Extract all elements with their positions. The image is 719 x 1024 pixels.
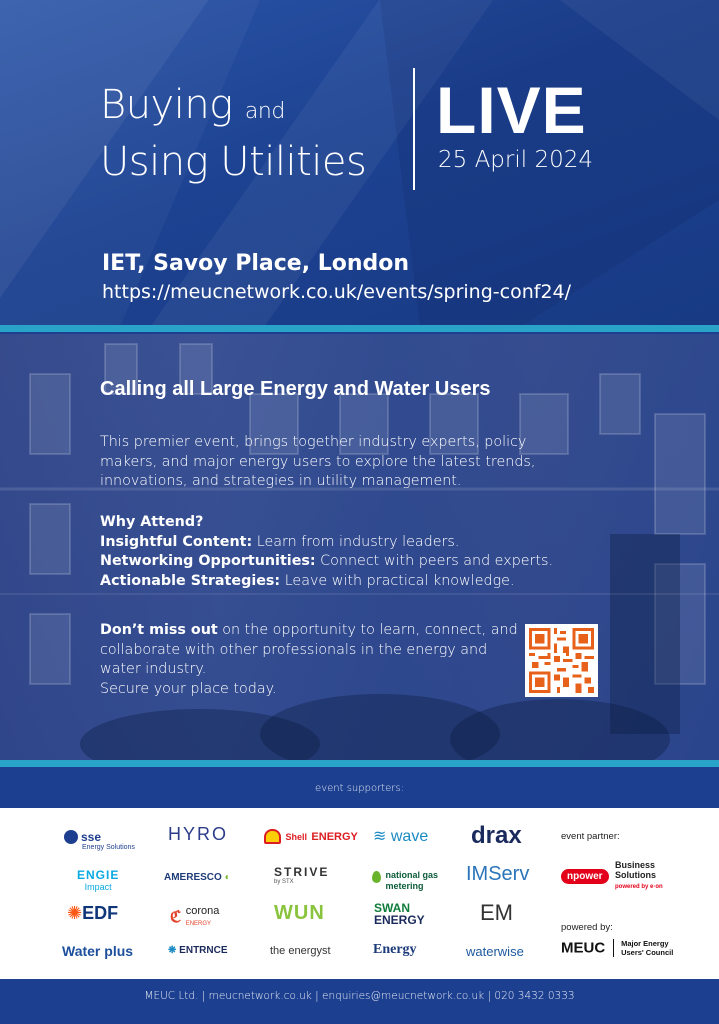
event-title bbox=[100, 80, 400, 187]
qr-code[interactable] bbox=[525, 624, 598, 697]
meuc-text: MEUC bbox=[561, 939, 606, 957]
title-line1: Buying bbox=[100, 82, 233, 128]
cta-last: Secure your place today. bbox=[100, 680, 277, 697]
drax-logo: drax bbox=[471, 822, 522, 849]
bottom-stripe bbox=[0, 760, 719, 767]
water-plus-logo: Water plus bbox=[62, 943, 134, 959]
sse-logo bbox=[64, 828, 135, 851]
swan-energy-text: ENERGY bbox=[374, 913, 425, 927]
meuc-sub2: Users' Council bbox=[621, 948, 674, 957]
intro-paragraph: This premier event, brings together industry experts, policy makers, and major energy users to explore the latest trends, innovations, and strategies in utility management. bbox=[100, 434, 536, 489]
why-attend-title: Why Attend? bbox=[100, 514, 204, 530]
call-to-action bbox=[100, 621, 520, 699]
event-url[interactable]: https://meucnetwork.co.uk/events/spring-conf24/ bbox=[102, 281, 572, 303]
npower-text: npower bbox=[561, 869, 609, 884]
waterwise-logo: waterwise bbox=[466, 944, 524, 959]
swan-text: SWAN bbox=[374, 901, 410, 915]
corona-sub: ENERGY bbox=[185, 921, 212, 927]
edf-text: EDF bbox=[82, 903, 119, 923]
npower-eon: powered by e·on bbox=[615, 884, 663, 890]
point-text: Learn from industry leaders. bbox=[252, 533, 460, 550]
event-venue: IET, Savoy Place, London bbox=[102, 251, 410, 276]
event-date: 25 April 2024 bbox=[438, 147, 593, 173]
logos-panel bbox=[0, 808, 719, 979]
energy-magazine-logo: Energy bbox=[373, 942, 417, 957]
sse-text: sse bbox=[81, 830, 102, 844]
live-heading: LIVE bbox=[436, 73, 587, 147]
npower-logo bbox=[561, 860, 663, 892]
point-text: Leave with practical knowledge. bbox=[280, 572, 515, 589]
wun-logo: WUN bbox=[274, 902, 325, 924]
point-label: Actionable Strategies: bbox=[100, 572, 281, 589]
npower-bs1: Business bbox=[615, 860, 656, 870]
corona-text: corona bbox=[185, 905, 220, 917]
strive-logo bbox=[274, 865, 329, 885]
why-attend-section bbox=[100, 513, 600, 591]
swan-energy-logo bbox=[374, 902, 425, 926]
wave-logo bbox=[373, 826, 428, 846]
shell-text: Shell bbox=[285, 831, 307, 842]
meuc-sub1: Major Energy bbox=[621, 939, 669, 948]
shell-energy-text: ENERGY bbox=[311, 830, 358, 843]
entrnce-icon: ❋ bbox=[168, 945, 177, 956]
national-gas-sub: metering bbox=[385, 881, 424, 891]
header-banner bbox=[0, 0, 719, 327]
top-stripe bbox=[0, 325, 719, 332]
supporters-label: event supporters: bbox=[315, 783, 404, 794]
edf-logo bbox=[67, 903, 118, 924]
meuc-divider bbox=[613, 939, 614, 957]
meuc-logo bbox=[561, 939, 673, 957]
wave-icon: ≋ bbox=[373, 828, 387, 845]
cta-rest: on the opportunity to learn, connect, and collaborate with other professionals in the energy and water industry. bbox=[100, 622, 518, 677]
why-point-2 bbox=[100, 552, 600, 572]
event-partner-label: event partner: bbox=[561, 831, 620, 842]
entrnce-text: ENTRNCE bbox=[179, 945, 228, 956]
title-line2: Using Utilities bbox=[100, 139, 367, 185]
em-logo: EM bbox=[480, 900, 513, 925]
imserv-logo: IMServ bbox=[466, 863, 530, 885]
hyro-logo: HYRO bbox=[168, 824, 229, 844]
engie-logo bbox=[77, 868, 119, 892]
why-point-1 bbox=[100, 533, 600, 553]
footer-contact: MEUC Ltd. | meucnetwork.co.uk | enquiries@meucnetwork.co.uk | 020 3432 0333 bbox=[144, 990, 575, 1002]
qr-code-icon bbox=[529, 628, 594, 693]
powered-by-label: powered by: bbox=[561, 922, 613, 933]
national-gas-text: national gas bbox=[385, 870, 438, 880]
ameresco-logo bbox=[164, 872, 231, 883]
wave-text: wave bbox=[390, 828, 429, 845]
ameresco-text: AMERESCO bbox=[164, 872, 222, 883]
title-and: and bbox=[244, 99, 285, 124]
ameresco-leaf-icon: ◐ bbox=[221, 872, 231, 883]
national-gas-logo bbox=[372, 869, 438, 891]
engie-text: ENGIE bbox=[77, 868, 120, 882]
point-label: Networking Opportunities: bbox=[100, 553, 316, 569]
shell-energy-logo bbox=[264, 828, 358, 846]
shell-icon bbox=[264, 829, 281, 844]
strive-text: STRIVE bbox=[274, 865, 330, 879]
corona-logo bbox=[170, 905, 219, 929]
cta-bold: Don’t miss out bbox=[100, 622, 218, 638]
energyst-logo: the energyst bbox=[270, 945, 331, 957]
calling-heading: Calling all Large Energy and Water Users bbox=[100, 378, 491, 400]
edf-sun-icon: ✺ bbox=[67, 903, 83, 923]
entrnce-logo bbox=[168, 945, 228, 956]
point-label: Insightful Content: bbox=[100, 533, 253, 550]
flame-icon bbox=[372, 871, 381, 883]
sse-sub: Energy Solutions bbox=[82, 844, 135, 851]
point-text: Connect with peers and experts. bbox=[315, 553, 554, 569]
corona-c-icon: ℭ bbox=[170, 909, 182, 926]
why-point-3 bbox=[100, 572, 600, 592]
title-divider bbox=[413, 68, 415, 190]
npower-bs2: Solutions bbox=[615, 870, 657, 880]
strive-sub: by STX bbox=[274, 879, 294, 885]
sse-swirl-icon bbox=[64, 830, 78, 844]
engie-sub: Impact bbox=[84, 882, 112, 892]
